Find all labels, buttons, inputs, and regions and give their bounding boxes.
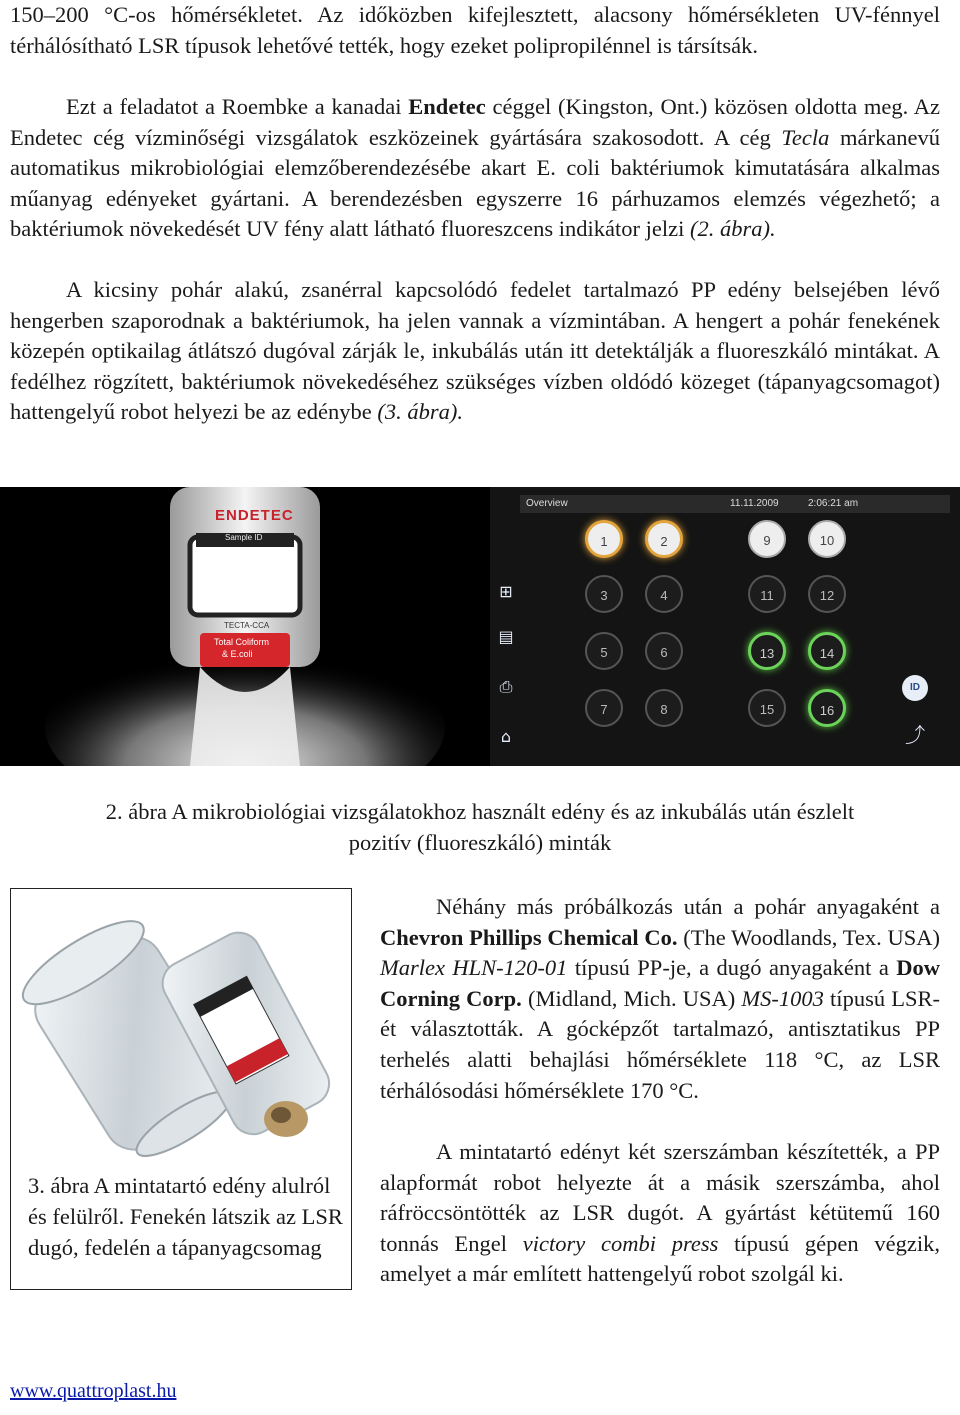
device-brand: ENDETEC xyxy=(215,507,294,524)
sample-well[interactable]: 2 xyxy=(645,520,683,558)
sample-well[interactable]: 15 xyxy=(748,689,786,727)
figure2-caption-line-1: 2. ábra A mikrobiológiai vizsgálatokhoz használt edény és az inkubálás után észlelt xyxy=(105,799,855,824)
intro-paragraph-2: Ezt a feladatot a Roembke a kanadai Endetec céggel (Kingston, Ont.) közösen oldotta meg. Az Endetec cég vízminőségi vizsgálatok eszközeinek gyártására szakosodott. A cég Tecla márkanevű automatikus mikrobiológiai elemzőberendezésébe akart E. coli baktériumok kimutatására alkalmas műanyag edényeket gyártani. A berendezésben egyszerre 16 párhuzamos elemzés végezhető; a baktériumok növekedését UV fény alatt látható fluoreszcens indikátor jelzi (2. ábra). xyxy=(10,94,940,242)
sample-well[interactable]: 6 xyxy=(645,632,683,670)
dow-corning: Dow Corning Corp. xyxy=(380,955,941,1011)
marlex-grade: Marlex HLN-120-01 xyxy=(380,955,568,981)
overview-time: 2:06:21 am xyxy=(808,498,859,509)
figure2-caption-line-2: pozitív (fluoreszkáló) minták xyxy=(348,830,612,855)
device-sticker-line-1: Total Coliform xyxy=(214,637,270,647)
overview-title: Overview xyxy=(526,498,568,509)
engel-machine: victory combi press xyxy=(522,1230,719,1256)
intro-paragraph-1: 150–200 °C-os hőmérsékletet. Az időközben kifejlesztett, alacsony hőmérsékleten UV-fénnyel térhálósítható LSR típusok lehetővé tették, hogy ezeket polipropilénnel is társítsák. xyxy=(10,2,940,58)
intro-paragraph-3: A kicsiny pohár alakú, zsanérral kapcsolódó fedelet tartalmazó PP edény belsejében lévő hengerben szaporodnak a baktériumok, ha jelen vannak a vízmintában. A hengert a pohár fenekének közepén optikailag átlátszó dugóval zárják le, inkubálás után itt detektálják a fluoreszkáló mintákat. A fedélhez rögzített, baktériumok növekedéséhez szükséges vízben oldódó közeget (tápanyagcsomagot) hattengelyű robot helyezi be az edénybe (3. ábra). xyxy=(10,277,940,425)
sample-well[interactable]: 9 xyxy=(748,520,786,558)
sample-well[interactable]: 10 xyxy=(808,520,846,558)
overview-date: 11.11.2009 xyxy=(730,498,779,509)
sample-well[interactable]: 1 xyxy=(585,520,623,558)
sample-well[interactable]: 13 xyxy=(748,632,786,670)
ms-grade: MS-1003 xyxy=(741,985,824,1011)
id-button[interactable]: ID xyxy=(902,675,928,701)
right-paragraph-1: Néhány más próbálkozás után a pohár anyagaként a Chevron Phillips Chemical Co. (The Woodlands, Tex. USA) Marlex HLN-120-01 típusú PP-je, a dugó anyagaként a Dow Corning Corp. (Midland, Mich. USA) MS-1003 típusú LSR-ét választották. A gócképzőt tartalmazó, antisztatikus PP terhelés alatti behajlási hőmérséklete 118 °C, az LSR térhálósodási hőmérséklete 170 °C. xyxy=(380,894,941,1103)
sample-well[interactable]: 3 xyxy=(585,575,623,613)
sample-well[interactable]: 12 xyxy=(808,575,846,613)
eject-icon[interactable]: ⤴ xyxy=(905,723,925,747)
device-sticker-line-2: & E.coli xyxy=(222,649,253,659)
analyzer-overview-screen xyxy=(490,487,960,766)
sample-well[interactable]: 11 xyxy=(748,575,786,613)
footer-website-link[interactable]: www.quattroplast.hu xyxy=(10,1380,177,1402)
print-icon[interactable]: ⎙ xyxy=(499,677,513,696)
sample-well[interactable]: 5 xyxy=(585,632,623,670)
sample-well[interactable]: 8 xyxy=(645,689,683,727)
right-paragraph-2: A mintatartó edényt két szerszámban készítették, a PP alapformát robot helyezte át a másik szerszámba, ahol ráfröccsöntötték az LSR dugót. A gyártást kétütemű 160 tonnás Engel victory combi press típusú gépen végzik, amelyet a már említett hattengelyű robot szolgál ki. xyxy=(380,1139,940,1287)
tecla-brand: Tecla xyxy=(781,124,830,150)
sample-well[interactable]: 4 xyxy=(645,575,683,613)
folder-icon[interactable]: ▤ xyxy=(498,627,514,646)
endetec-company: Endetec xyxy=(408,94,486,119)
add-icon[interactable]: ⊞ xyxy=(499,582,513,601)
chevron-phillips: Chevron Phillips Chemical Co. xyxy=(380,924,678,950)
sample-container-photo xyxy=(0,487,490,766)
sample-well[interactable]: 14 xyxy=(808,632,846,670)
device-model: TECTA-CCA xyxy=(224,621,270,630)
sample-well[interactable]: 7 xyxy=(585,689,623,727)
sample-well[interactable]: 16 xyxy=(808,689,846,727)
home-icon[interactable]: ⌂ xyxy=(500,727,512,746)
device-label: Sample ID xyxy=(225,533,263,542)
figure3-caption: 3. ábra A mintatartó edény alulról és felülről. Fenekén látszik az LSR dugó, fedelén a tápanyagcsomag xyxy=(28,1173,343,1260)
